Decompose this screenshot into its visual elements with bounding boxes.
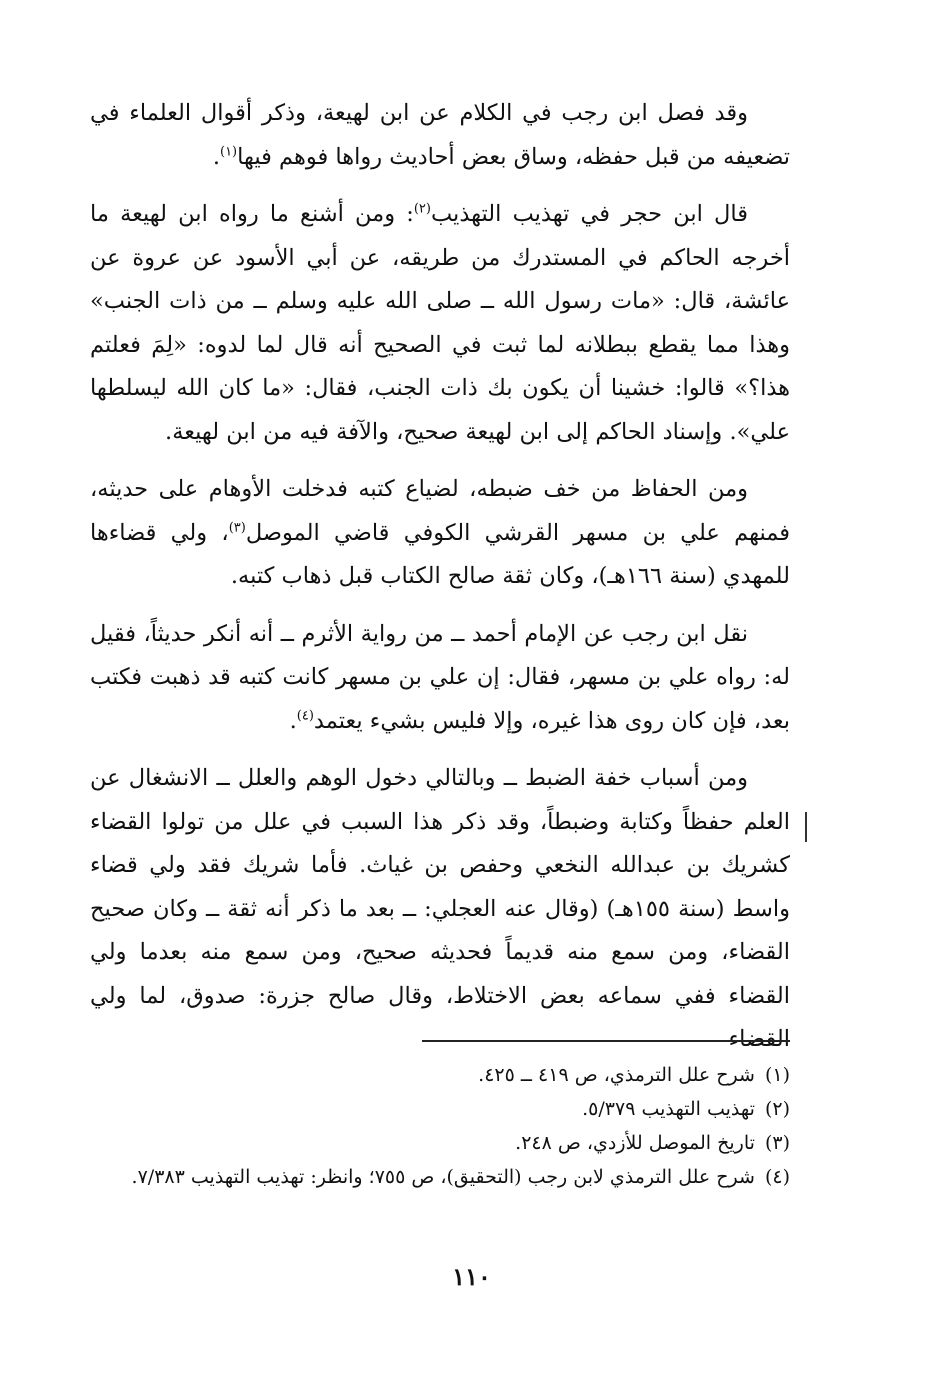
- paragraph-3: [90, 468, 790, 599]
- footnote-text: شرح علل الترمذي لابن رجب (التحقيق)، ص ٧٥٥؛ وانظر: تهذيب التهذيب ٧/٣٨٣.: [131, 1166, 755, 1188]
- footnote-4: [90, 1160, 790, 1194]
- footnote-number: (٣): [764, 1132, 790, 1154]
- paragraph-tail: : ومن أشنع ما رواه ابن لهيعة ما أخرجه الحاكم في المستدرك من طريقه، عن أبي الأسود عن عروة عن عائشة، قال: «مات رسول الله ــ صلى الله عليه وسلم ــ من ذات الجنب» وهذا مما يقطع ببطلانه لما ثبت في الصحيح أنه قال لما لدوه: «لِمَ فعلتم هذا؟» قالوا: خشينا أن يكون بك ذات الجنب، فقال: «ما كان الله ليسلطها علي». وإسناد الحاكم إلى ابن لهيعة صحيح، والآفة فيه من ابن لهيعة.: [90, 201, 790, 445]
- paragraph-5: [90, 757, 790, 1062]
- paragraph-text: نقل ابن رجب عن الإمام أحمد ــ من رواية الأثرم ــ أنه أنكر حديثاً، فقيل له: رواه علي بن مسهر، فقال: إن علي بن مسهر كانت كتبه قد ذهبت فكتب بعد، فإن كان روى هذا غيره، وإلا فليس بشيء يعتمد: [90, 620, 790, 734]
- footnote-number: (١): [764, 1064, 790, 1086]
- footnote-text: تاريخ الموصل للأزدي، ص ٢٤٨.: [515, 1132, 755, 1154]
- margin-mark: [805, 812, 807, 842]
- footnote-text: تهذيب التهذيب ٥/٣٧٩.: [582, 1098, 755, 1120]
- paragraph-tail: .: [212, 143, 220, 170]
- paragraph-text: قال ابن حجر في تهذيب التهذيب: [430, 201, 748, 227]
- footnote-ref[interactable]: (٤): [296, 708, 314, 723]
- paragraph-4: [90, 613, 790, 744]
- page-number: ١١٠: [452, 1262, 491, 1291]
- main-text: [90, 92, 790, 1076]
- footnote-ref[interactable]: (٢): [413, 201, 431, 217]
- footnote-1: [90, 1058, 790, 1092]
- footnote-ref[interactable]: (١): [219, 144, 238, 159]
- footnotes: [90, 1058, 790, 1194]
- footnote-ref[interactable]: (٣): [228, 520, 246, 535]
- footnote-text: شرح علل الترمذي، ص ٤١٩ ــ ٤٢٥.: [478, 1064, 755, 1086]
- footnote-3: [90, 1126, 790, 1160]
- footnote-2: [90, 1092, 790, 1126]
- paragraph-1: [90, 92, 790, 179]
- paragraph-text: ومن أسباب خفة الضبط ــ وبالتالي دخول الوهم والعلل ــ الانشغال عن العلم حفظاً وكتابة وضبطاً، وقد ذكر هذا السبب في علل من تولوا القضاء كشريك بن عبدالله النخعي وحفص بن غياث. فأما شريك فقد ولي قضاء واسط (سنة ١٥٥هـ) (وقال عنه العجلي: ــ بعد ما ذكر أنه ثقة ــ وكان صحيح القضاء، ومن سمع منه قديماً فحديثه صحيح، ومن سمع منه بعدما ولي القضاء ففي سماعه بعض الاختلاط، وقال صالح جزرة: صدوق، لما ولي القضاء: [90, 765, 790, 1052]
- footnote-separator: [422, 1040, 790, 1042]
- paragraph-text: وقد فصل ابن رجب في الكلام عن ابن لهيعة، وذكر أقوال العلماء في تضعيفه من قبل حفظه، وساق بعض أحاديث رواها فوهم فيها: [90, 100, 790, 170]
- footnote-number: (٢): [764, 1098, 790, 1120]
- paragraph-text: ومن الحفاظ من خف ضبطه، لضياع كتبه فدخلت الأوهام على حديثه، فمنهم علي بن مسهر القرشي الكوفي قاضي الموصل: [90, 476, 790, 546]
- footnote-number: (٤): [764, 1166, 790, 1188]
- paragraph-2: [90, 193, 790, 454]
- paragraph-tail: ، ولي قضاءها للمهدي (سنة ١٦٦هـ)، وكان ثقة صالح الكتاب قبل ذهاب كتبه.: [90, 519, 790, 589]
- paragraph-tail: .: [289, 707, 297, 734]
